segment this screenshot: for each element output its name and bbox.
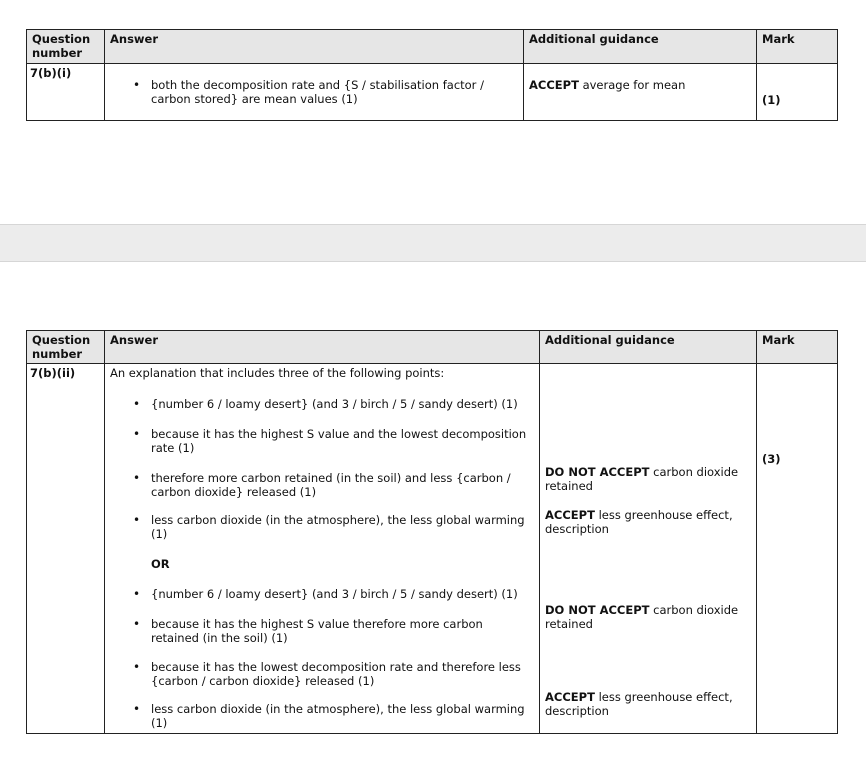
header-answer: Answer [105,30,524,64]
guidance-text: average for mean [578,78,686,92]
guidance-column [545,364,751,732]
guidance-text: less greenhouse effect, description [545,508,733,536]
guidance-keyword: ACCEPT [545,508,595,522]
list-item [110,471,534,499]
answer-list-a [110,397,534,541]
mark-scheme-table-7bii [26,330,838,734]
bullet-icon: • [133,587,141,601]
or-separator: OR [151,557,170,571]
guidance-cell [524,64,757,121]
bullet-icon: • [133,702,141,716]
header-mark: Mark [757,30,838,64]
question-number: 7(b)(ii) [27,364,105,734]
bullet-icon: • [133,617,141,631]
guidance-text: carbon dioxide retained [545,603,739,631]
guidance-keyword: DO NOT ACCEPT [545,603,650,617]
guidance-note [545,603,745,631]
header-mark: Mark [757,331,838,364]
guidance-text: carbon dioxide retained [545,465,739,493]
mark-value: (1) [762,93,781,107]
guidance-note [545,690,745,718]
answer-point-text: less carbon dioxide (in the atmosphere), the less global warming (1) [151,702,525,730]
guidance-note [545,465,745,493]
mark-value: (3) [762,452,781,466]
answer-list-b [110,587,534,730]
list-item [110,617,534,645]
answer-point-text: because it has the highest S value therefore more carbon retained (in the soil) (1) [151,617,483,645]
list-item [110,427,534,455]
page-separator [0,224,866,262]
answer-point-text: therefore more carbon retained (in the soil) and less {carbon / carbon dioxide} released (1) [151,471,511,499]
bullet-icon: • [133,78,141,92]
header-question-number: Question number [27,30,105,64]
list-item [110,397,534,411]
answer-cell [105,64,524,121]
bullet-icon: • [133,397,141,411]
header-additional-guidance: Additional guidance [540,331,757,364]
guidance-text: less greenhouse effect, description [545,690,733,718]
bullet-icon: • [133,427,141,441]
answer-point-text: {number 6 / loamy desert} (and 3 / birch / 5 / sandy desert) (1) [151,587,518,601]
answer-point-text: {number 6 / loamy desert} (and 3 / birch / 5 / sandy desert) (1) [151,397,518,411]
answer-point-text: less carbon dioxide (in the atmosphere), the less global warming (1) [151,513,525,541]
header-additional-guidance: Additional guidance [524,30,757,64]
question-number: 7(b)(i) [27,64,105,121]
list-item [110,78,518,106]
guidance-keyword: DO NOT ACCEPT [545,465,650,479]
header-answer: Answer [105,331,540,364]
list-item [110,702,534,730]
mark-cell [757,64,838,121]
header-question-number: Question number [27,331,105,364]
guidance-keyword: ACCEPT [545,690,595,704]
answer-list [110,78,518,106]
answer-point-text: both the decomposition rate and {S / stabilisation factor / carbon stored} are mean values (1) [151,78,484,106]
answer-point-text: because it has the highest S value and the lowest decomposition rate (1) [151,427,527,455]
mark-scheme-table-7bi [26,29,838,121]
guidance-note [545,508,745,536]
bullet-icon: • [133,660,141,674]
mark-cell [757,364,838,734]
answer-point-text: because it has the lowest decomposition rate and therefore less {carbon / carbon dioxide} released (1) [151,660,521,688]
bullet-icon: • [133,471,141,485]
bullet-icon: • [133,513,141,527]
list-item [110,587,534,601]
guidance-keyword: ACCEPT [529,78,579,92]
answer-cell [105,364,540,734]
list-item [110,513,534,541]
guidance-cell [540,364,757,734]
answer-intro: An explanation that includes three of the following points: [110,366,445,380]
list-item [110,660,534,688]
